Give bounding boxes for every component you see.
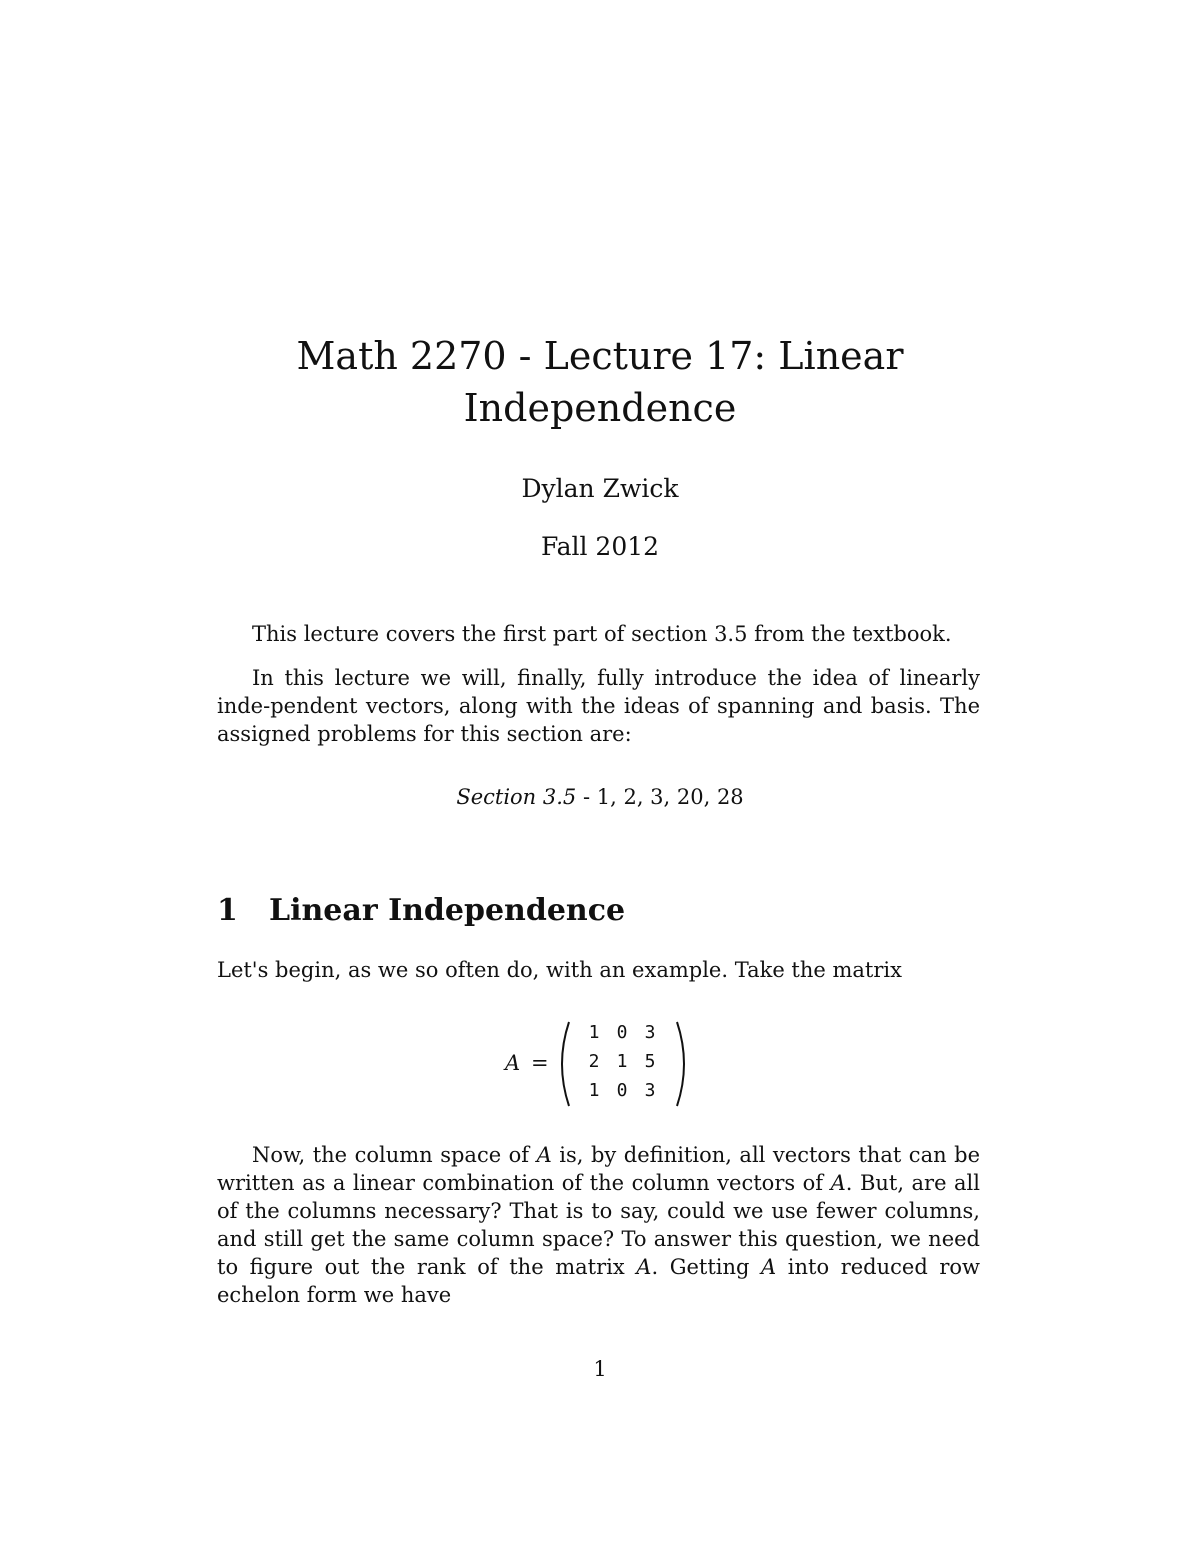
matrix-cell: 2 bbox=[588, 1051, 600, 1072]
math-symbol: A bbox=[536, 1143, 552, 1167]
math-symbol: A bbox=[761, 1255, 777, 1279]
section-title: Linear Independence bbox=[269, 893, 626, 928]
text-run: . But, are all of the columns necessary? That is to say, could we use fewer columns, and still get the same column space? To answer this question, we need to figure out the rank of the matrix bbox=[217, 1171, 980, 1279]
section-number: 1 bbox=[217, 893, 238, 928]
assigned-problems bbox=[200, 785, 1000, 809]
matrix-cell: 5 bbox=[644, 1051, 656, 1072]
left-bracket bbox=[562, 1022, 569, 1106]
right-bracket bbox=[677, 1022, 684, 1106]
matrix-equation bbox=[505, 1018, 705, 1110]
matrix-cell: 1 bbox=[588, 1080, 600, 1101]
section-heading bbox=[217, 893, 625, 928]
matrix-cell: 1 bbox=[588, 1022, 600, 1043]
matrix-label: A bbox=[505, 1051, 521, 1075]
matrix-cell: 1 bbox=[616, 1051, 628, 1072]
assigned-problem-list: - 1, 2, 3, 20, 28 bbox=[576, 785, 744, 809]
document-title bbox=[200, 330, 1000, 434]
math-symbol: A bbox=[830, 1171, 846, 1195]
page-number: 1 bbox=[593, 1357, 607, 1381]
text-run: . Getting bbox=[651, 1255, 762, 1279]
matrix-equals: = bbox=[531, 1051, 549, 1075]
matrix-cell: 0 bbox=[616, 1022, 628, 1043]
math-symbol: A bbox=[636, 1255, 652, 1279]
title-line-1: Math 2270 - Lecture 17: Linear bbox=[296, 334, 904, 378]
section-paragraph-2 bbox=[217, 1141, 980, 1309]
author: Dylan Zwick bbox=[521, 474, 679, 503]
date: Fall 2012 bbox=[540, 532, 660, 561]
title-line-2: Independence bbox=[463, 386, 737, 430]
text-run: is, by definition, all vectors that can be written as a linear combination of the column vectors of bbox=[217, 1143, 981, 1195]
section-paragraph-1: Let's begin, as we so often do, with an example. Take the matrix bbox=[217, 958, 902, 982]
text-run: Now, the column space of bbox=[252, 1143, 537, 1167]
matrix-cell: 3 bbox=[644, 1022, 656, 1043]
intro-paragraph-1: This lecture covers the first part of section 3.5 from the textbook. bbox=[252, 622, 952, 646]
matrix-cell: 3 bbox=[644, 1080, 656, 1101]
matrix-cell: 0 bbox=[616, 1080, 628, 1101]
assigned-section: Section 3.5 bbox=[456, 785, 577, 809]
text-run: into reduced row echelon form we have bbox=[217, 1255, 981, 1307]
intro-paragraph-2: In this lecture we will, finally, fully introduce the idea of linearly inde-pendent vectors, along with the ideas of spanning and basis. The assigned problems for this section are: bbox=[217, 666, 980, 746]
